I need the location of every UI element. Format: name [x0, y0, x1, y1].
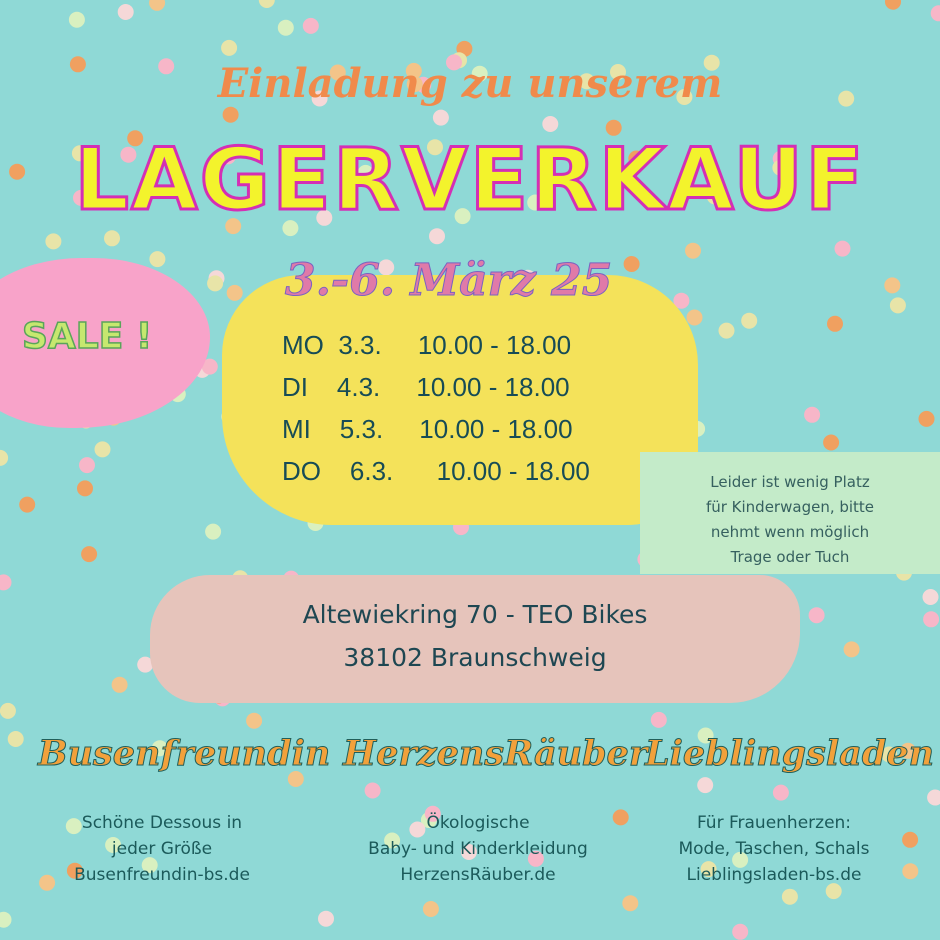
note-line: für Kinderwagen, bitte: [705, 498, 875, 516]
confetti-dot: [79, 457, 95, 473]
confetti-dot: [773, 785, 789, 801]
shop-line: Für Frauenherzen:: [696, 813, 852, 833]
schedule-day: DO: [282, 456, 321, 486]
confetti-dot: [318, 911, 334, 927]
schedule-date: 4.3.: [336, 372, 381, 402]
brand-herzensraeuber: HerzensRäuber: [343, 733, 648, 774]
confetti-dot: [259, 0, 275, 8]
confetti-dot: [278, 20, 294, 36]
confetti-dot: [885, 0, 901, 10]
brand-lieblingsladen: Lieblingsladen: [645, 733, 935, 774]
confetti-dot: [69, 12, 85, 28]
shop-line: jeder Größe: [111, 839, 213, 859]
confetti-dot: [95, 441, 111, 457]
schedule-time: 10.00 - 18.00: [417, 330, 572, 360]
confetti-dot: [844, 641, 860, 657]
confetti-dot: [890, 297, 906, 313]
schedule-row: [282, 372, 570, 403]
confetti-dot: [246, 713, 262, 729]
confetti-dot: [823, 435, 839, 451]
confetti-dot: [433, 110, 449, 126]
stroller-note: [645, 470, 935, 570]
confetti-dot: [697, 777, 713, 793]
confetti-dot: [207, 275, 223, 291]
shop-description-busenfreundin: [12, 810, 312, 888]
shop-line: Schöne Dessous in: [81, 813, 243, 833]
confetti-dot: [884, 277, 900, 293]
shop-description-lieblingsladen: [624, 810, 924, 888]
schedule-time: 10.00 - 18.00: [416, 372, 570, 402]
confetti-dot: [227, 285, 243, 301]
confetti-dot: [687, 310, 703, 326]
confetti-dot: [45, 233, 61, 249]
confetti-dot: [112, 677, 128, 693]
confetti-dot: [931, 5, 940, 21]
note-line: nehmt wenn möglich: [710, 523, 870, 541]
confetti-dot: [149, 0, 165, 11]
confetti-dot: [804, 407, 820, 423]
confetti-dot: [927, 790, 940, 806]
confetti-dot: [0, 450, 8, 466]
confetti-dot: [221, 40, 237, 56]
confetti-dot: [429, 228, 445, 244]
confetti-dot: [19, 497, 35, 513]
confetti-dot: [809, 607, 825, 623]
note-line: Trage oder Tuch: [730, 548, 850, 566]
schedule-row: [282, 414, 573, 445]
confetti-dot: [365, 783, 381, 799]
confetti-dot: [923, 611, 939, 627]
confetti-dot: [0, 703, 16, 719]
dates-heading: 3.-6. März 25: [285, 255, 613, 306]
schedule-row: [282, 330, 571, 361]
confetti-dot: [651, 712, 667, 728]
confetti-dot: [149, 251, 165, 267]
shop-line: Ökologische: [426, 813, 530, 833]
confetti-dot: [732, 924, 748, 940]
confetti-dot: [741, 313, 757, 329]
confetti-dot: [923, 589, 939, 605]
confetti-dot: [622, 895, 638, 911]
schedule-day: DI: [282, 372, 308, 402]
schedule-day: MI: [282, 414, 311, 444]
confetti-dot: [719, 323, 735, 339]
confetti-dot: [77, 480, 93, 496]
schedule-date: 5.3.: [339, 414, 384, 444]
confetti-dot: [423, 901, 439, 917]
intro-heading: Einladung zu unserem: [217, 60, 723, 107]
schedule-date: 6.3.: [349, 456, 394, 486]
confetti-dot: [8, 731, 24, 747]
shop-description-herzensraeuber: [328, 810, 628, 888]
note-line: Leider ist wenig Platz: [710, 473, 870, 491]
confetti-dot: [104, 230, 120, 246]
address-street: Altewiekring 70 - TEO Bikes: [302, 600, 648, 629]
sale-badge: SALE !: [22, 316, 153, 357]
confetti-dot: [118, 4, 134, 20]
confetti-dot: [205, 524, 221, 540]
confetti-dot: [685, 243, 701, 259]
confetti-dot: [827, 316, 843, 332]
confetti-dot: [81, 546, 97, 562]
page-title: LAGERVERKAUF: [74, 130, 866, 230]
confetti-dot: [782, 889, 798, 905]
confetti-dot: [303, 18, 319, 34]
confetti-dot: [0, 912, 12, 928]
confetti-dot: [223, 107, 239, 123]
schedule-date: 3.3.: [338, 330, 382, 360]
schedule-row: [282, 456, 590, 487]
shop-line: Baby- und Kinderkleidung: [368, 839, 588, 859]
address-city: 38102 Braunschweig: [343, 643, 607, 672]
confetti-dot: [624, 256, 640, 272]
schedule-day: MO: [282, 330, 324, 360]
schedule-time: 10.00 - 18.00: [436, 456, 590, 486]
confetti-dot: [919, 411, 935, 427]
shop-website: Lieblingsladen-bs.de: [686, 865, 862, 885]
shop-line: Mode, Taschen, Schals: [678, 839, 870, 859]
shop-website: Busenfreundin-bs.de: [74, 865, 250, 885]
brand-busenfreundin: Busenfreundin: [38, 733, 331, 774]
confetti-dot: [835, 241, 851, 257]
address: [150, 593, 800, 679]
shop-website: HerzensRäuber.de: [400, 865, 556, 885]
schedule-time: 10.00 - 18.00: [419, 414, 573, 444]
confetti-dot: [0, 574, 12, 590]
